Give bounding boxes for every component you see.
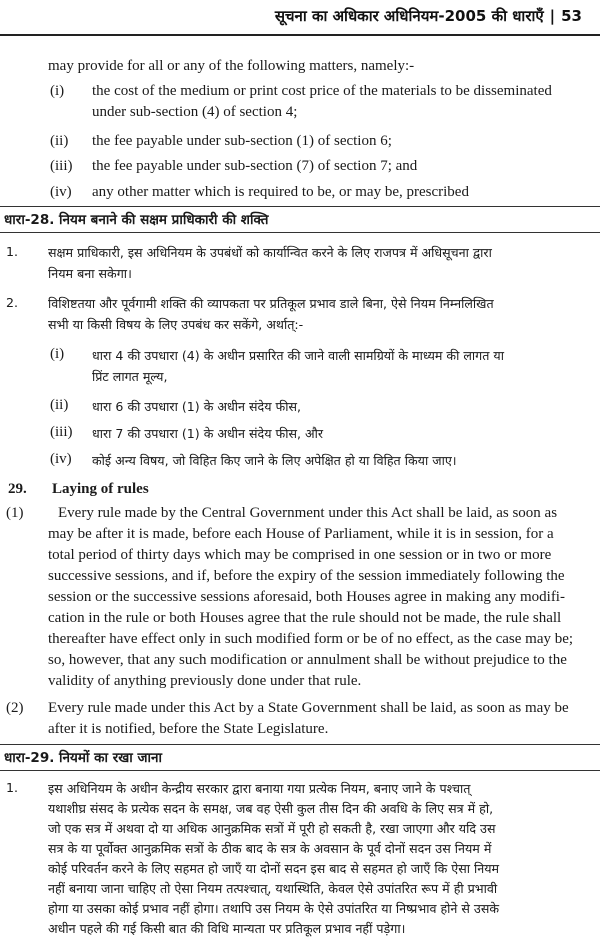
- intro-item-number: (ii): [50, 133, 69, 149]
- paragraph-text: after it is notified, before the State Legislature.: [48, 721, 329, 737]
- intro-item-number: (i): [50, 83, 65, 99]
- intro-item-text: the fee payable under sub-section (7) of section 7; and: [92, 158, 418, 174]
- section-rule: [0, 206, 600, 207]
- paragraph-text: यथाशीघ्र संसद के प्रत्येक सदन के समक्ष, जब वह ऐसी कुल तीस दिन की अवधि के लिए सत्र में हो,: [48, 801, 494, 816]
- intro-item-number: (iii): [50, 158, 73, 174]
- intro-item-text: the cost of the medium or print cost price of the materials to be disseminated: [92, 83, 552, 99]
- paragraph-text: इस अधिनियम के अधीन केन्द्रीय सरकार द्वारा बनाया गया प्रत्येक नियम, बनाए जाने के पश्चात्: [48, 781, 471, 796]
- list-item-text: धारा 4 की उपधारा (4) के अधीन प्रसारित की जाने वाली सामग्रियों के माध्यम की लागत या: [92, 348, 504, 363]
- page-number: 53: [561, 7, 582, 25]
- section-28-hindi-heading: धारा-28. नियम बनाने की सक्षम प्राधिकारी की शक्ति: [4, 212, 269, 228]
- paragraph-text: successive sessions, and if, before the expiry of the session immediately following the: [48, 568, 565, 584]
- paragraph-text: so, however, that any such modification or annulment shall be without prejudice to the: [48, 652, 567, 668]
- section-29-heading: Laying of rules: [52, 481, 149, 497]
- paragraph-text: होगा या उसका कोई प्रभाव नहीं होगा। तथापि उस नियम के ऐसे उपांतरित या निष्प्रभाव होने से उसके: [48, 901, 500, 916]
- paragraph-text: Every rule made by the Central Government under this Act shall be laid, as soon as: [58, 505, 558, 521]
- paragraph-text: सभी या किसी विषय के लिए उपबंध कर सकेंगे, अर्थात्:-: [48, 317, 304, 332]
- section-29-hindi-heading: धारा-29. नियमों का रखा जाना: [4, 750, 162, 766]
- paragraph-text: नियम बना सकेगा।: [48, 266, 132, 281]
- paragraph-number: (2): [6, 700, 24, 716]
- paragraph-text: validity of anything previously done under that rule.: [48, 673, 362, 689]
- paragraph-text: thereafter have effect only in such modified form or be of no effect, as the case may be;: [48, 631, 574, 647]
- section-rule: [0, 232, 600, 233]
- paragraph-text: session or the successive sessions aforesaid, both Houses agree in making any modifi-: [48, 589, 565, 605]
- paragraph-text: may be after it is made, before each House of Parliament, while it is in session, for a: [48, 526, 554, 542]
- paragraph-number: 2.: [6, 295, 19, 310]
- intro-item-text: under sub-section (4) of section 4;: [92, 104, 298, 120]
- intro-item-number: (iv): [50, 184, 72, 200]
- header-title: सूचना का अधिकार अधिनियम-2005 की धाराएँ: [274, 7, 544, 25]
- intro-item-text: any other matter which is required to be, or may be, prescribed: [92, 184, 469, 200]
- paragraph-text: cation in the rule or both Houses agree that the rule should not be made, the rule shall: [48, 610, 562, 626]
- intro-line: may provide for all or any of the following matters, namely:-: [48, 58, 415, 74]
- paragraph-text: Every rule made under this Act by a State Government shall be laid, as soon as may be: [48, 700, 569, 716]
- paragraph-number: 1.: [6, 244, 19, 259]
- paragraph-text: total period of thirty days which may be comprised in one session or in two or more: [48, 547, 552, 563]
- running-header: सूचना का अधिकार अधिनियम-2005 की धाराएँ | 53: [274, 7, 582, 25]
- list-item-number: (i): [50, 346, 65, 362]
- header-divider: [0, 34, 600, 36]
- paragraph-text: अधीन पहले की गई किसी बात की विधि मान्यता पर प्रतिकूल प्रभाव नहीं पड़ेगा।: [48, 921, 406, 936]
- list-item-text: धारा 6 की उपधारा (1) के अधीन संदेय फीस,: [92, 399, 301, 414]
- section-29-number: 29.: [8, 481, 27, 497]
- paragraph-text: नहीं बनाया जाना चाहिए तो ऐसा नियम तत्पश्चात्, यथास्थिति, केवल ऐसे उपांतरित रूप में ही प्रभावी: [48, 881, 498, 896]
- paragraph-number: 1.: [6, 780, 19, 795]
- list-item-number: (iv): [50, 451, 72, 467]
- intro-item-text: the fee payable under sub-section (1) of section 6;: [92, 133, 392, 149]
- list-item-text: कोई अन्य विषय, जो विहित किए जाने के लिए अपेक्षित हो या विहित किया जाए।: [92, 453, 457, 468]
- list-item-text: धारा 7 की उपधारा (1) के अधीन संदेय फीस, और: [92, 426, 324, 441]
- list-item-text: प्रिंट लागत मूल्य,: [92, 369, 168, 384]
- paragraph-text: विशिष्टतया और पूर्वगामी शक्ति की व्यापकता पर प्रतिकूल प्रभाव डाले बिना, ऐसे नियम निम्नलिखित: [48, 296, 494, 311]
- paragraph-text: सत्र के या पूर्वोक्त आनुक्रमिक सत्रों के ठीक बाद के सत्र के अवसान के पूर्व दोनों सदन उस नियम में: [48, 841, 492, 856]
- section-rule: [0, 744, 600, 745]
- paragraph-number: (1): [6, 505, 24, 521]
- paragraph-text: सक्षम प्राधिकारी, इस अधिनियम के उपबंधों को कार्यान्वित करने के लिए राजपत्र में अधिसूचना द्वारा: [48, 245, 492, 260]
- list-item-number: (iii): [50, 424, 73, 440]
- paragraph-text: जो एक सत्र में अथवा दो या अधिक आनुक्रमिक सत्रों में पूरी हो सकती है, रखा जाएगा और यदि उस: [48, 821, 496, 836]
- paragraph-text: कोई परिवर्तन करने के लिए सहमत हो जाएँ या दोनों सदन इस बाद से सहमत हो जाएँ कि ऐसा नियम: [48, 861, 500, 876]
- list-item-number: (ii): [50, 397, 69, 413]
- section-rule: [0, 770, 600, 771]
